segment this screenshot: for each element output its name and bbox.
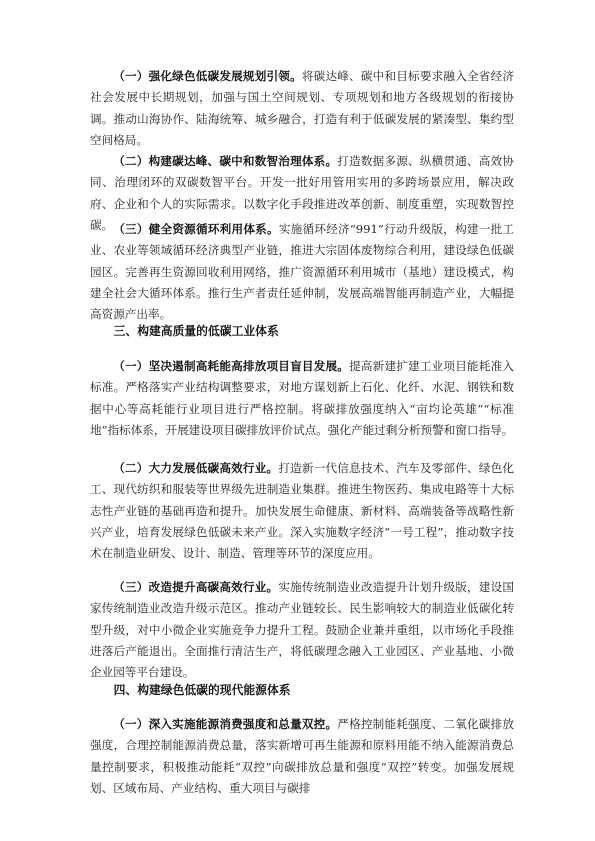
paragraph-curb-high-emission [90, 356, 514, 441]
section-heading-energy: 四、构建绿色低碳的现代能源体系 [113, 683, 291, 697]
section-heading-industry: 三、构建高质量的低碳工业体系 [113, 324, 279, 338]
paragraph-body: 提高新建扩建工业项目能耗准入标准。严格落实产业结构调整要求，对地方谋划新上石化、化纤、水泥、钢铁和数据中心等高耗能行业项目进行严格控制。将碳排放强度纳入“亩均论英雄”“标准地”指标体系，开展建设项目碳排放评价试点。强化产能过剩分析预警和窗口指导。 [90, 359, 514, 437]
paragraph-low-carbon-industries [90, 458, 514, 564]
paragraph-lead: （三）改造提升高碳高效行业。 [113, 580, 279, 594]
paragraph-lead: （一）深入实施能源消费强度和总量双控。 [113, 717, 338, 731]
paragraph-body: 打造新一代信息技术、汽车及零部件、绿色化工、现代纺织和服装等世界级先进制造业集群。推进生物医药、集成电路等十大标志性产业链的基础再造和提升。加快发展生命健康、新材料、高端装备等战略性新兴产业，培育发展绿色低碳未来产业。深入实施数字经济“一号工程”，推动数字技术在制造业研发、设计、制造、管理等环节的深度应用。 [90, 461, 514, 561]
paragraph-resource-recycling [90, 219, 514, 325]
paragraph-lead: （三）健全资源循环利用体系。 [113, 222, 279, 236]
paragraph-body: 将碳达峰、碳中和目标要求融入全省经济社会发展中长期规划，加强与国土空间规划、专项规划和地方各级规划的衔接协调。推动山海协作、陆海统筹、城乡融合，打造有利于低碳发展的紧凑型、集约型空间格局。 [90, 69, 514, 147]
paragraph-lead: （二）构建碳达峰、碳中和数智治理体系。 [113, 154, 338, 168]
paragraph-energy-dual-control [90, 714, 514, 799]
paragraph-green-low-carbon-planning [90, 66, 514, 151]
paragraph-lead: （一）坚决遏制高耗能高排放项目盲目发展。 [113, 359, 350, 373]
paragraph-body: 打造数据多源、纵横贯通、高效协同、治理闭环的双碳数智平台。开发一批好用管用实用的多跨场景应用，解决政府、企业和个人的实际需求。以数字化手段推进改革创新、制度重塑，实现数智控碳。 [90, 154, 514, 232]
paragraph-upgrade-high-carbon [90, 577, 514, 683]
paragraph-body: 严格控制能耗强度、二氧化碳排放强度，合理控制能源消费总量，落实新增可再生能源和原料用能不纳入能源消费总量控制要求，积极推动能耗“双控”向碳排放总量和强度“双控”转变。加强发展规划、区域布局、产业结构、重大项目与碳排 [90, 717, 514, 795]
paragraph-lead: （二）大力发展低碳高效行业。 [113, 461, 279, 475]
paragraph-body: 实施循环经济“991”行动升级版，构建一批工业、农业等领域循环经济典型产业链，推进大宗固体废物综合利用，建设绿色低碳园区。完善再生资源回收利用网络，推广资源循环利用城市（基地）建设模式，构建全社会大循环体系。推行生产者责任延伸制，发展高端智能再制造产业，大幅提高资源产出率。 [90, 222, 514, 322]
paragraph-body: 实施传统制造业改造提升计划升级版，建设国家传统制造业改造升级示范区。推动产业链较长、民生影响较大的制造业低碳化转型升级，对中小微企业实施竞争力提升工程。鼓励企业兼并重组，以市场化手段推进落后产能退出。全面推行清洁生产，将低碳理念融入工业园区、产业基地、小微企业园等平台建设。 [90, 580, 514, 680]
paragraph-lead: （一）强化绿色低碳发展规划引领。 [113, 69, 302, 83]
